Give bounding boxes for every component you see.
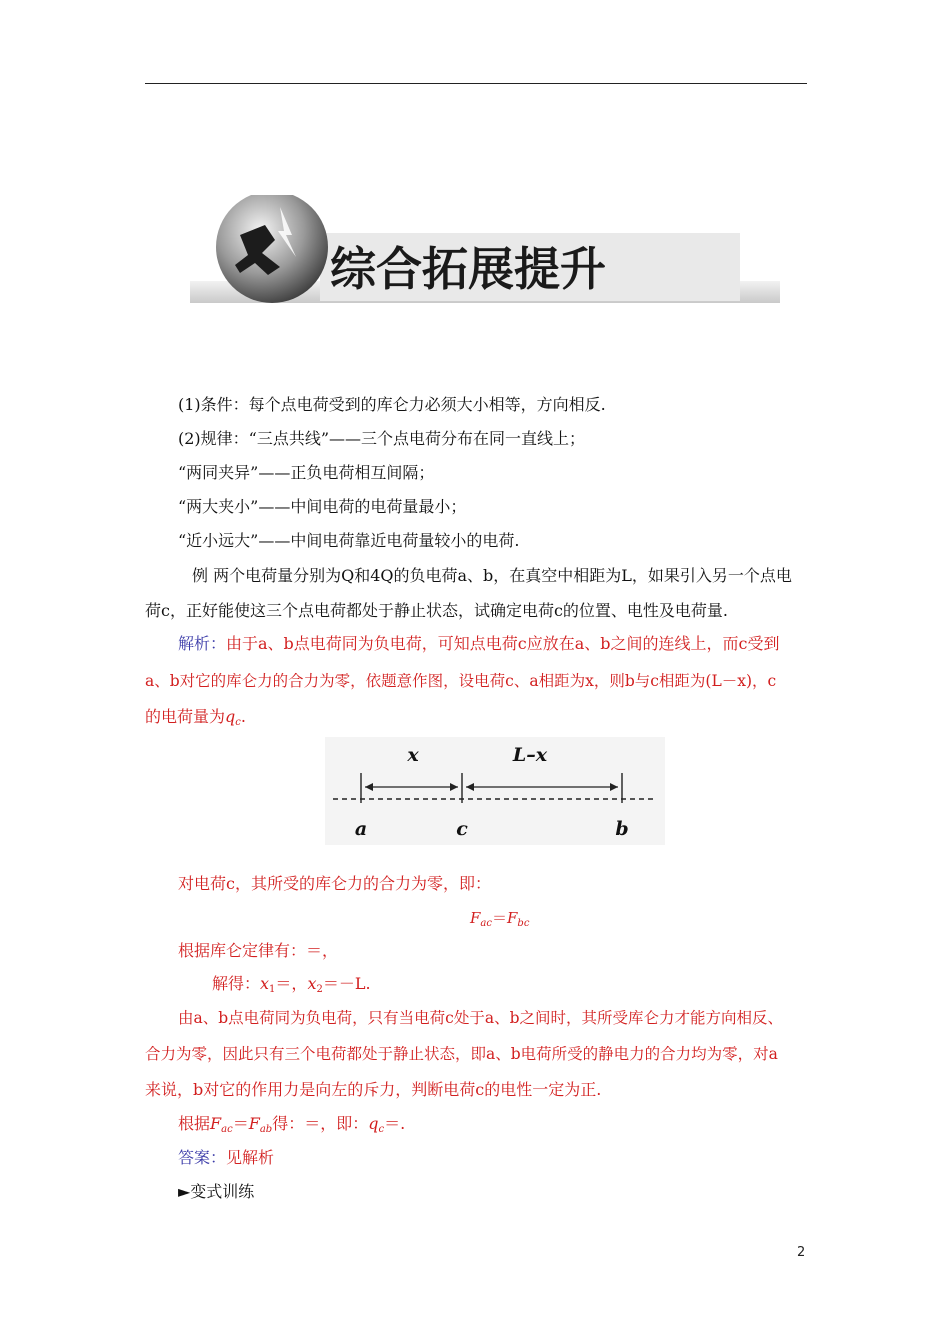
- force-equation: $F_{ac}=F_{bc}$: [470, 909, 530, 929]
- label-l-minus-x: L–x: [512, 744, 548, 766]
- solution-line-5: 由a、b点电荷同为负电荷，只有当电荷c处于a、b之间时，其所受库仑力才能方向相反、: [178, 1009, 784, 1027]
- analysis-line-2: a、b对它的库仑力的合力为零，依题意作图，设电荷c、a相距为x，则b与c相距为(L－x)，c: [145, 672, 777, 690]
- analysis-line-1: [178, 633, 780, 655]
- charge-position-diagram: [325, 737, 665, 845]
- analysis-label: 解析：: [178, 634, 227, 653]
- label-b: b: [615, 818, 629, 840]
- figure-background: [325, 737, 665, 845]
- solution-line-6: 合力为零，因此只有三个电荷都处于静止状态，即a、b电荷所受的静电力的合力均为零，对a: [145, 1045, 778, 1063]
- analysis-text-1: 由于a、b点电荷同为负电荷，可知点电荷c应放在a、b之间的连线上，而c受到: [226, 634, 780, 653]
- page-number: 2: [797, 1245, 806, 1260]
- analysis-line-3: 的电荷量为$q_c$.: [145, 707, 246, 728]
- banner-globe-image: [216, 195, 328, 303]
- label-x: x: [407, 744, 419, 766]
- example-line-1: 例 两个电荷量分别为Q和4Q的负电荷a、b，在真空中相距为L，如果引入另一个点电: [192, 566, 792, 585]
- label-c: c: [456, 818, 468, 840]
- solution-line-1: 对电荷c，其所受的库仑力的合力为零，即：: [178, 874, 491, 893]
- rule-line-1: (1)条件：每个点电荷受到的库仑力必须大小相等，方向相反.: [178, 395, 606, 414]
- rule-line-2: (2)规律：“三点共线”——三个点电荷分布在同一直线上；: [178, 429, 586, 448]
- example-line-2: 荷c，正好能使这三个点电荷都处于静止状态，试确定电荷c的位置、电性及电荷量.: [145, 601, 729, 620]
- label-a: a: [354, 818, 368, 840]
- answer-text: 见解析: [226, 1148, 275, 1167]
- solution-line-7: 来说，b对它的作用力是向左的斥力，判断电荷c的电性一定为正.: [145, 1080, 602, 1099]
- answer-line: [178, 1147, 274, 1169]
- rule-line-5: “近小远大”——中间电荷靠近电荷量较小的电荷.: [178, 531, 520, 550]
- header-rule: [145, 83, 807, 84]
- solution-line-8: 根据$F_{ac}=F_{ab}$得：＝，即：$q_c=$.: [178, 1114, 406, 1135]
- variant-training-heading: ►变式训练: [178, 1182, 255, 1201]
- solution-line-3: 根据库仑定律有：＝，: [178, 941, 339, 960]
- answer-label: 答案：: [178, 1148, 227, 1167]
- banner-title: 综合拓展提升: [330, 242, 606, 296]
- rule-line-4: “两大夹小”——中间电荷的电荷量最小；: [178, 497, 467, 516]
- rule-line-3: “两同夹异”——正负电荷相互间隔；: [178, 463, 435, 482]
- solution-line-4: 解得：$x_1=$，$x_2=-L$.: [212, 974, 371, 995]
- section-banner: [170, 195, 780, 307]
